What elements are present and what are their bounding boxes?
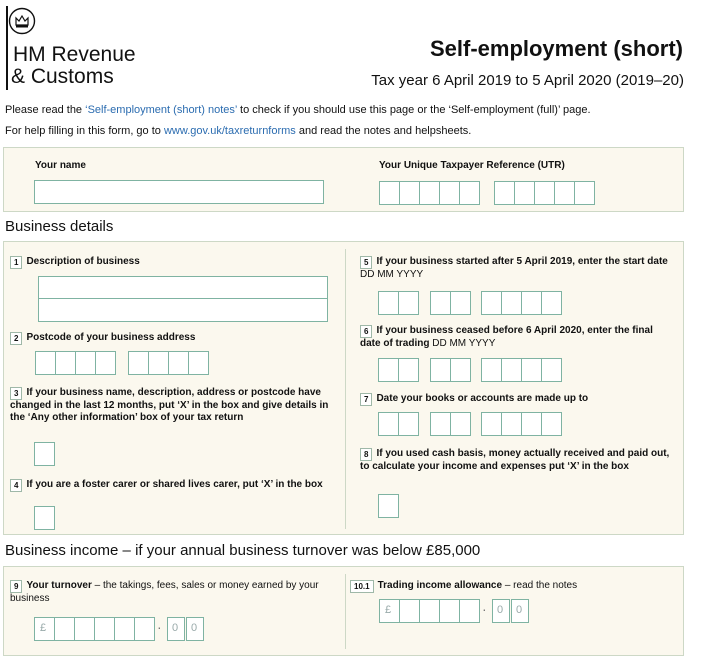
- digit-cell[interactable]: [501, 291, 522, 315]
- q7-label: 7 Date your books or accounts are made up to: [360, 393, 675, 406]
- business-details-heading: Business details: [5, 218, 114, 235]
- pence-cell: [167, 617, 185, 641]
- digit-cell[interactable]: [574, 181, 595, 205]
- pence-zero: 0: [516, 604, 523, 616]
- cash-basis-checkbox[interactable]: [378, 494, 399, 518]
- gov-uk-link[interactable]: www.gov.uk/taxreturnforms: [163, 125, 296, 137]
- income-column-divider: [345, 574, 346, 649]
- digit-cell[interactable]: [75, 351, 96, 375]
- digit-cell[interactable]: [541, 412, 562, 436]
- q1-label: 1 Description of business: [10, 256, 335, 269]
- page-title: Self-employment (short): [429, 36, 683, 61]
- digit-cell[interactable]: [450, 412, 471, 436]
- digit-cell[interactable]: [399, 181, 420, 205]
- royal-crest-icon: [8, 6, 36, 36]
- business-income-heading: Business income – if your annual business turnover was below £85,000: [5, 542, 481, 559]
- digit-cell[interactable]: [481, 358, 502, 382]
- digit-cell[interactable]: [514, 181, 535, 205]
- org-name-line2: & Customs: [11, 65, 114, 88]
- digit-cell[interactable]: [148, 351, 169, 375]
- digit-cell[interactable]: [521, 412, 542, 436]
- currency-symbol: £: [385, 604, 392, 616]
- digit-cell[interactable]: [419, 599, 440, 623]
- digit-cell[interactable]: [134, 617, 155, 641]
- digit-cell[interactable]: [501, 358, 522, 382]
- decimal-point: ·: [157, 619, 162, 635]
- digit-cell[interactable]: [398, 358, 419, 382]
- digit-cell[interactable]: [94, 617, 115, 641]
- digit-cell[interactable]: [554, 181, 575, 205]
- digit-cell[interactable]: [379, 181, 400, 205]
- currency-symbol: £: [40, 622, 47, 634]
- digit-cell[interactable]: [521, 291, 542, 315]
- pence-cell: [511, 599, 529, 623]
- q8-label: 8 If you used cash basis, money actually received and paid out, to calculate your income and expenses put ‘X’ in the box: [360, 448, 670, 472]
- digit-cell[interactable]: [74, 617, 95, 641]
- intro-line-2: For help filling in this form, go to www.gov.uk/taxreturnforms and read the notes and helpsheets.: [5, 125, 472, 137]
- digit-cell[interactable]: [541, 291, 562, 315]
- your-name-field[interactable]: [34, 180, 324, 204]
- q4-checkbox[interactable]: [34, 506, 55, 530]
- intro-line-1: Please read the ‘Self-employment (short) notes’ to check if you should use this page or the ‘Self-employment (full)’ page.: [5, 104, 591, 116]
- digit-cell[interactable]: [494, 181, 515, 205]
- digit-cell[interactable]: [459, 599, 480, 623]
- digit-cell[interactable]: [481, 412, 502, 436]
- column-divider: [345, 249, 346, 529]
- digit-cell[interactable]: [419, 181, 440, 205]
- pence-zero: 0: [191, 622, 198, 634]
- digit-cell[interactable]: [54, 617, 75, 641]
- description-field-divider: [38, 298, 328, 299]
- digit-cell[interactable]: [114, 617, 135, 641]
- q2-label: 2 Postcode of your business address: [10, 332, 335, 345]
- pence-zero: 0: [497, 604, 504, 616]
- digit-cell[interactable]: [168, 351, 189, 375]
- digit-cell[interactable]: [481, 291, 502, 315]
- pence-zero: 0: [172, 622, 179, 634]
- digit-cell[interactable]: [378, 412, 399, 436]
- digit-cell[interactable]: [430, 412, 451, 436]
- digit-cell[interactable]: [35, 351, 56, 375]
- digit-cell[interactable]: [459, 181, 480, 205]
- digit-cell[interactable]: [430, 291, 451, 315]
- digit-cell[interactable]: [399, 599, 420, 623]
- q3-label: 3 If your business name, description, address or postcode have changed in the last 12 months, put ‘X’ in the box and give details in the ‘Any other information’ box of your tax return: [10, 387, 329, 423]
- pence-cell: [492, 599, 510, 623]
- digit-cell[interactable]: [439, 599, 460, 623]
- q9-label: 9 Your turnover – the takings, fees, sales or money earned by your business: [10, 580, 319, 604]
- digit-cell[interactable]: [439, 181, 460, 205]
- q3-checkbox[interactable]: [34, 442, 55, 466]
- digit-cell[interactable]: [541, 358, 562, 382]
- digit-cell[interactable]: [55, 351, 76, 375]
- digit-cell[interactable]: [450, 358, 471, 382]
- digit-cell[interactable]: [378, 291, 399, 315]
- business-description-field[interactable]: [38, 276, 328, 322]
- q6-label: 6 If your business ceased before 6 April 2020, enter the final date of trading DD MM YYYY: [360, 325, 653, 349]
- digit-cell[interactable]: [501, 412, 522, 436]
- org-name-line1: HM Revenue: [13, 43, 136, 66]
- digit-cell[interactable]: [398, 412, 419, 436]
- digit-cell[interactable]: [95, 351, 116, 375]
- pence-cell: [186, 617, 204, 641]
- q4-label: 4 If you are a foster carer or shared lives carer, put ‘X’ in the box: [10, 479, 325, 492]
- digit-cell[interactable]: [534, 181, 555, 205]
- your-name-label: Your name: [35, 160, 86, 171]
- q5-label: 5 If your business started after 5 April 2019, enter the start date DD MM YYYY: [360, 256, 668, 280]
- digit-cell[interactable]: [398, 291, 419, 315]
- digit-cell[interactable]: [378, 358, 399, 382]
- digit-cell[interactable]: [188, 351, 209, 375]
- digit-cell[interactable]: [521, 358, 542, 382]
- digit-cell[interactable]: [128, 351, 149, 375]
- digit-cell[interactable]: [450, 291, 471, 315]
- digit-cell[interactable]: [430, 358, 451, 382]
- decimal-point: ·: [482, 601, 487, 617]
- notes-link[interactable]: ‘Self-employment (short) notes’: [85, 104, 237, 116]
- tax-year: Tax year 6 April 2019 to 5 April 2020 (2019–20): [371, 72, 684, 89]
- q10-1-label: 10.1 Trading income allowance – read the notes: [350, 580, 670, 593]
- utr-label: Your Unique Taxpayer Reference (UTR): [379, 160, 565, 171]
